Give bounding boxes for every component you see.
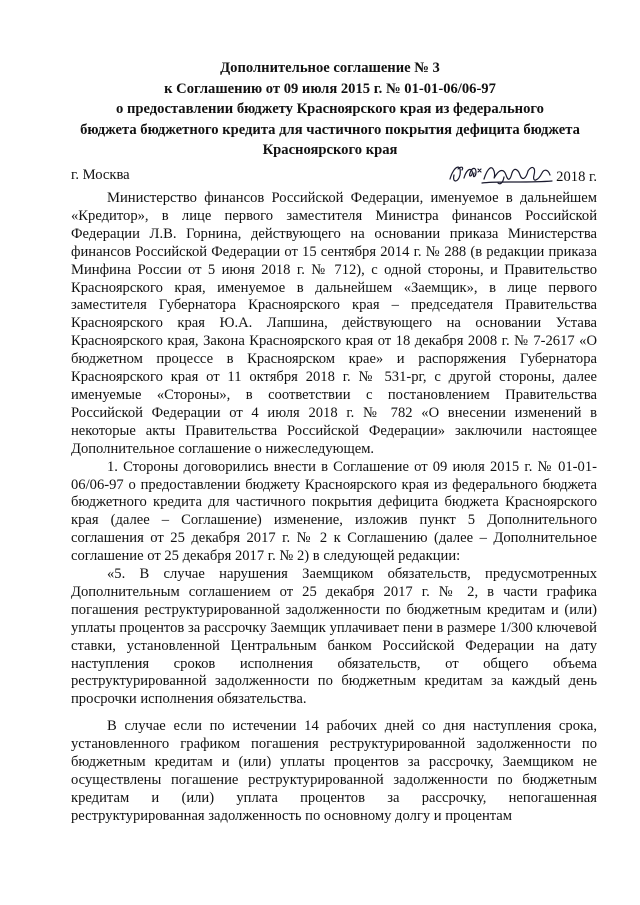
handwritten-date-signature	[448, 161, 556, 187]
city-label: г. Москва	[71, 167, 130, 183]
clause-1-paragraph: 1. Стороны договорились внести в Соглашение от 09 июля 2015 г. № 01-01-06/06-97 о предоставлении бюджету Красноярского края из федерального бюджета бюджетного кредита для частичного покрытия дефицита бюджета Красноярского края (далее – Соглашение) изменение, изложив пункт 5 Дополнительного соглашения от 25 декабря 2017 г. № 2 к Соглашению (далее – Дополнительное соглашение от 25 декабря 2017 г. № 2) в следующей редакции:	[71, 458, 597, 565]
title-line-2: к Соглашению от 09 июля 2015 г. № 01-01-06/06-97	[164, 80, 496, 97]
place-and-date	[71, 161, 597, 185]
title-line-1: Дополнительное соглашение № 3	[220, 60, 440, 76]
date-year: 2018 г.	[556, 169, 597, 185]
document-body	[71, 190, 597, 826]
document-title	[60, 58, 600, 161]
clause-5-paragraph: «5. В случае нарушения Заемщиком обязательств, предусмотренных Дополнительным соглашением от 25 декабря 2017 г. № 2, в части графика погашения реструктурированной задолженности по бюджетным кредитам и (или) уплаты процентов за рассрочку Заемщик уплачивает пени в размере 1/300 ключевой ставки, установленной Центральным банком Российской Федерации на дату наступления сроков исполнения обязательств, от общего объема реструктурированной задолженности по бюджетным кредитам за каждый день просрочки исполнения обязательства.	[71, 566, 597, 708]
preamble-paragraph: Министерство финансов Российской Федерации, именуемое в дальнейшем «Кредитор», в лице первого заместителя Министра финансов Российской Федерации Л.В. Горнина, действующего на основании приказа Министерства финансов Российской Федерации от 15 сентября 2014 г. № 288 (в редакции приказа Минфина России от 5 июня 2018 г. № 712), с одной стороны, и Правительство Красноярского края, именуемое в дальнейшем «Заемщик», в лице первого заместителя Губернатора Красноярского края – председателя Правительства Красноярского края Ю.А. Лапшина, действующего на основании Устава Красноярского края, Закона Красноярского края от 18 декабря 2008 г. № 7-2617 «О бюджетном процессе в Красноярском крае» и распоряжения Губернатора Красноярского края от 11 октября 2018 г. № 531-рг, с другой стороны, далее именуемые «Стороны», в соответствии с постановлением Правительства Российской Федерации от 4 июля 2018 г. № 782 «О внесении изменений в некоторые акты Правительства Российской Федерации» заключили настоящее Дополнительное соглашение о нижеследующем.	[71, 190, 597, 457]
title-line-4: бюджета бюджетного кредита для частичного покрытия дефицита бюджета	[80, 121, 580, 138]
signing-date	[448, 161, 597, 187]
clause-5-continuation-paragraph: В случае если по истечении 14 рабочих дней со дня наступления срока, установленного графиком погашения реструктурированной задолженности по бюджетным кредитам и (или) уплаты процентов за рассрочку, Заемщиком не осуществлены погашение реструктурированной задолженности по бюджетным кредитам и (или) уплата процентов за рассрочку, непогашенная реструктурированная задолженность по основному долгу и процентам	[71, 718, 597, 824]
title-line-5: Красноярского края	[262, 142, 398, 158]
title-line-3: о предоставлении бюджету Красноярского края из федерального	[116, 101, 544, 117]
